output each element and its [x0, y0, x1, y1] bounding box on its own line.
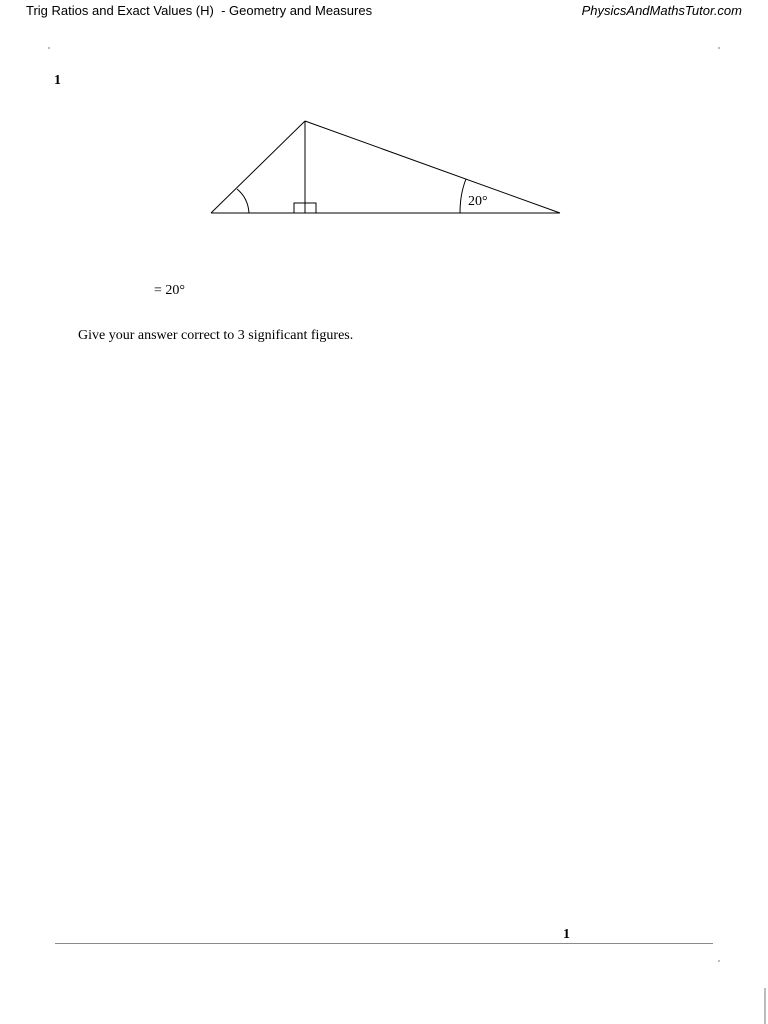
question-number: 1	[54, 73, 61, 88]
footer-divider	[55, 943, 713, 944]
diagram-angle-label: 20°	[468, 194, 488, 209]
right-angle-arc	[460, 179, 466, 213]
site-name: PhysicsAndMathsTutor.com	[581, 3, 742, 18]
header-title: Trig Ratios and Exact Values (H) - Geometry and Measures	[26, 3, 373, 18]
triangle-left-side	[211, 121, 305, 213]
scan-edge-right	[764, 988, 766, 1024]
scan-mark-bottom-right	[718, 960, 720, 962]
given-angle-text: = 20°	[154, 283, 185, 298]
left-angle-arc	[237, 189, 249, 213]
page-number: 1	[563, 927, 570, 942]
triangle-diagram	[0, 0, 768, 260]
triangle-right-side	[305, 121, 560, 213]
scan-mark-top-left	[48, 47, 50, 49]
question-instruction: Give your answer correct to 3 significant figures.	[78, 328, 354, 343]
scan-mark-top-right	[718, 47, 720, 49]
